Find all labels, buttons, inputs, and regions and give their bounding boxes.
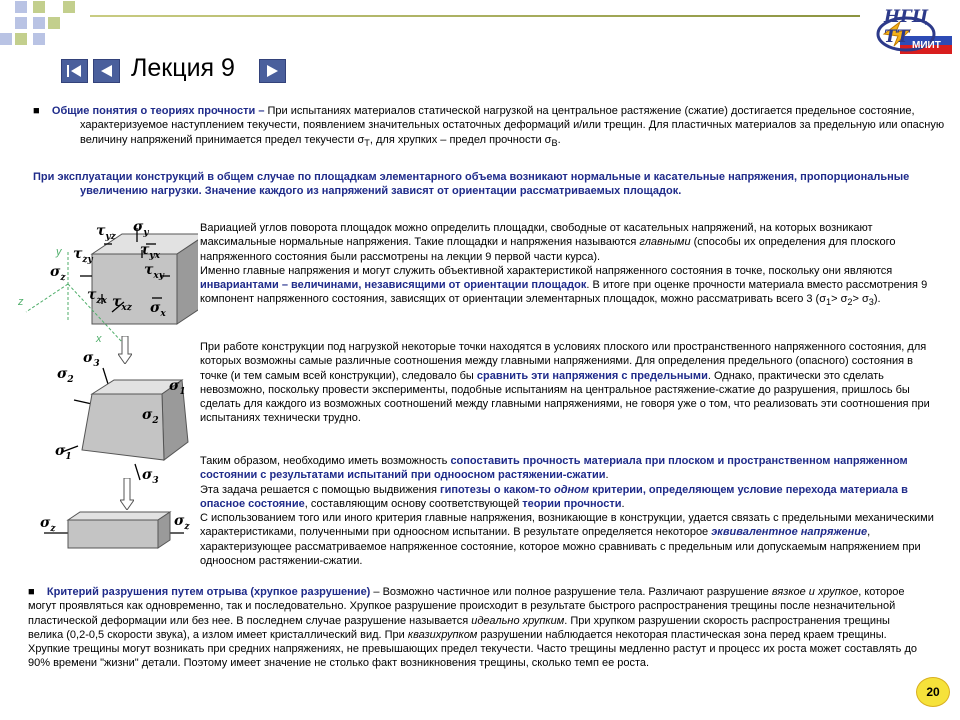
p5-t4: , составляющим основу соответствующей: [304, 497, 523, 510]
page-number-badge: 20: [916, 677, 950, 707]
deco-square: [15, 1, 27, 13]
p5-t1: Таким образом, необходимо иметь возможность: [200, 455, 451, 467]
logo-text: НГЦ ТТ: [884, 7, 929, 47]
p5-bi: одном: [554, 483, 590, 496]
p6-t4: разрушении наблюдается некоторая пластическая зона перед краем трещины. Хрупкие трещины могут возникать при средних напряжениях, не превышающих предел текучести. Часто трещины медленно растут и процесс их роста может составлять до 90% времени "жизни" детали. Поэтому имеет значение не столько факт возникновения трещины, сколько темп ее роста.: [28, 628, 917, 670]
p5-t5: .: [621, 497, 625, 510]
axis-z-label: z: [18, 296, 24, 308]
p3-t1: Вариацией углов поворота площадок можно определить площадки, свободные от касательных напряжений, на которых возникают максимальные нормальные напряжения. Такие площадки и напряжения называются: [200, 222, 873, 249]
next-slide-icon: [260, 60, 285, 82]
label-sigma3-bottom: $\sigma_3$: [142, 467, 159, 486]
p4-t1: При работе конструкции под нагрузкой некоторые точки находятся в условиях плоского или пространственного напряженного состояния, для которых возможны самые различные соотношения между главными напряжениями. Для определения предельного (опасного) состояния в точке (и тем самым всей конструкции), следовало бы: [200, 341, 927, 382]
bar-front-face: [68, 520, 158, 548]
label-tau-zx: $\tau_{zx}$: [87, 287, 107, 306]
label-tau-xz: $\tau_{xz}$: [112, 294, 132, 313]
paragraph-principal-stresses: [200, 221, 946, 310]
label-bar-sigma-z-right: $\sigma_z$: [174, 513, 190, 532]
p3-b1: инвариантами – величинами, независящими от ориентации площадок: [200, 279, 587, 292]
previous-slide-button[interactable]: [93, 59, 120, 83]
heading-brittle-fracture: Критерий разрушения путем отрыва (хрупкое разрушение): [46, 586, 371, 598]
p3-t5: ).: [873, 293, 881, 306]
label-tau-xy: $\tau_{xy}$: [144, 262, 165, 281]
deco-square: [63, 1, 75, 13]
deco-square: [48, 17, 60, 29]
p1-sub-t: T: [364, 137, 370, 148]
bar-top-face: [68, 512, 170, 520]
paragraph-limit-state: [200, 340, 938, 426]
label-sigma-z: $\sigma_z$: [50, 264, 66, 283]
p3-g1: > σ: [831, 293, 848, 306]
p5-t3: Эта задача решается с помощью выдвижения: [200, 483, 440, 496]
paragraph-general-concepts: [33, 104, 960, 150]
transform-arrow-icon: [120, 478, 134, 510]
label-sigma3-top: $\sigma_3$: [83, 350, 100, 369]
p6-i3: квазихрупком: [407, 628, 478, 641]
rotated-cube-front-face: [82, 394, 164, 460]
label-tau-zy: $\tau_{zy}$: [73, 246, 93, 265]
p6-i2: идеально хрупким: [471, 614, 565, 627]
deco-square: [33, 1, 45, 13]
paragraph-stresses: При эксплуатации конструкций в общем случае по площадкам элементарного объема возникают нормальные и касательные напряжения, пропорциональные увеличению нагрузки. Значение каждого из напряжений зависят от ориентации рассматриваемых площадок.: [33, 171, 910, 198]
next-slide-button[interactable]: [259, 59, 286, 83]
decorative-squares: [0, 0, 110, 48]
p3-i1: главными: [639, 236, 691, 249]
axis-y-label: y: [56, 246, 62, 258]
p5-b3: критерии, определяющем условие перехода материала в опасное состояние: [200, 483, 908, 510]
p3-t3: Именно главные напряжения и могут служить объективной характеристикой напряженного состояния в точке, поскольку они являются: [200, 264, 893, 277]
p5-t7: , характеризующее рассматриваемое напряженное состояние, которое можно сравнивать с предельным или допускаемым напряжением при одноосном растяжении-сжатии.: [200, 526, 921, 568]
p3-s1: 1: [826, 297, 832, 308]
p5-b1: сопоставить прочность материала при плоском и пространственном напряженном состоянии с результатами испытаний при одноосном растяжении-сжатии: [200, 455, 908, 482]
label-sigma-x: $\sigma_x$: [150, 300, 166, 319]
axis-x-label: x: [96, 333, 102, 345]
p5-t2: .: [605, 469, 609, 482]
p4-b1: сравнить эти напряжения с предельными: [476, 369, 708, 382]
heading-general-concepts: Общие понятия о теориях прочности –: [51, 105, 265, 117]
label-sigma-y: $\sigma_y$: [133, 219, 149, 238]
bullet: ■: [33, 105, 40, 117]
p1-text: При испытаниях материалов статической нагрузкой на центральное растяжение (сжатие) достигается предельное состояние, характеризуемое наступлением текучести, появлением значительных остаточных деформаций и/или трещин. Для пластичных материалов за предельную или опасную величину напряжений принимается предел текучести σ: [80, 105, 945, 146]
logo: [866, 4, 954, 60]
p4-t2: . Однако, практически это сделать невозможно, поскольку провести эксперименты, подобные испытаниям на центральное растяжение-сжатие до разрушения, пришлось бы сделать для каждого из возможных соотношений между главными напряжениями, не говоря уже о том, что реализовать эти соотношения при испытаниях технически трудно.: [200, 369, 930, 425]
header-line: [90, 15, 860, 17]
p3-s2: 2: [847, 297, 853, 308]
paragraph-brittle-fracture: [28, 585, 928, 671]
p6-t1: – Возможно частичное или полное разрушение тела. Различают разрушение: [370, 586, 772, 598]
label-bar-sigma-z-left: $\sigma_z$: [40, 515, 56, 534]
label-sigma2-right: $\sigma_2$: [142, 407, 159, 426]
bullet: ■: [28, 586, 35, 598]
p6-t3: . При хрупком разрушении скорость распространения трещины велика (0,2-0,5 скорости звука), а излом имеет кристаллический вид. При: [28, 614, 890, 641]
p1-text2: , для хрупких – предел прочности σ: [369, 133, 552, 146]
p3-t2: (способы их определения для плоского напряженного состояния были рассмотрены на лекции 9 первой части курса).: [200, 236, 896, 263]
label-tau-yz: $\tau_{yz}$: [96, 223, 116, 242]
axis-z-line: [26, 284, 68, 312]
deco-square: [0, 33, 12, 45]
deco-square: [33, 33, 45, 45]
p5-b4: теории прочности: [522, 497, 622, 510]
p5-b2: гипотезы о каком-то: [439, 483, 554, 496]
logo-subtext: МИИТ: [912, 40, 941, 51]
deco-square: [33, 17, 45, 29]
paragraph-strength-theory: [200, 454, 946, 568]
first-slide-button[interactable]: [61, 59, 88, 83]
first-slide-icon: [62, 60, 87, 82]
p3-g2: > σ: [852, 293, 869, 306]
deco-square: [15, 33, 27, 45]
p1-sub-b: B: [551, 137, 558, 148]
p5-bi2: эквивалентное напряжение: [711, 526, 868, 539]
previous-slide-icon: [94, 60, 119, 82]
label-tau-yx: $\tau_{yx}$: [140, 242, 161, 261]
p1-end: .: [557, 133, 561, 146]
page-title: Лекция 9: [131, 54, 235, 82]
p6-i1: вязкое и хрупкое: [771, 586, 859, 598]
deco-square: [15, 17, 27, 29]
label-sigma1-right: $\sigma_1$: [169, 378, 186, 397]
p3-s3: 3: [868, 297, 874, 308]
label-sigma2-left: $\sigma_2$: [57, 366, 74, 385]
label-sigma1-left: $\sigma_1$: [55, 443, 72, 462]
p5-t6: С использованием того или иного критерия главные напряжения, возникающие в конструкции, удается связать с предельными механическими характеристиками, полученными при одноосном испытании. В результате определяется некоторое: [200, 512, 934, 539]
p3-t4: . В итоге при оценке прочности материала вместо рассмотрения 9 компонент напряженного состояния, зависящих от ориентации элементарных площадок, можно рассматривать всего 3 (σ: [200, 279, 928, 306]
p6-t2: , которое могут проявляться как одновременно, так и последовательно. Хрупкое разрушение происходит в результате быстрого распространения трещины после незначительной пластической деформации или без нее. В последнем случае разрушение называется: [28, 586, 905, 627]
